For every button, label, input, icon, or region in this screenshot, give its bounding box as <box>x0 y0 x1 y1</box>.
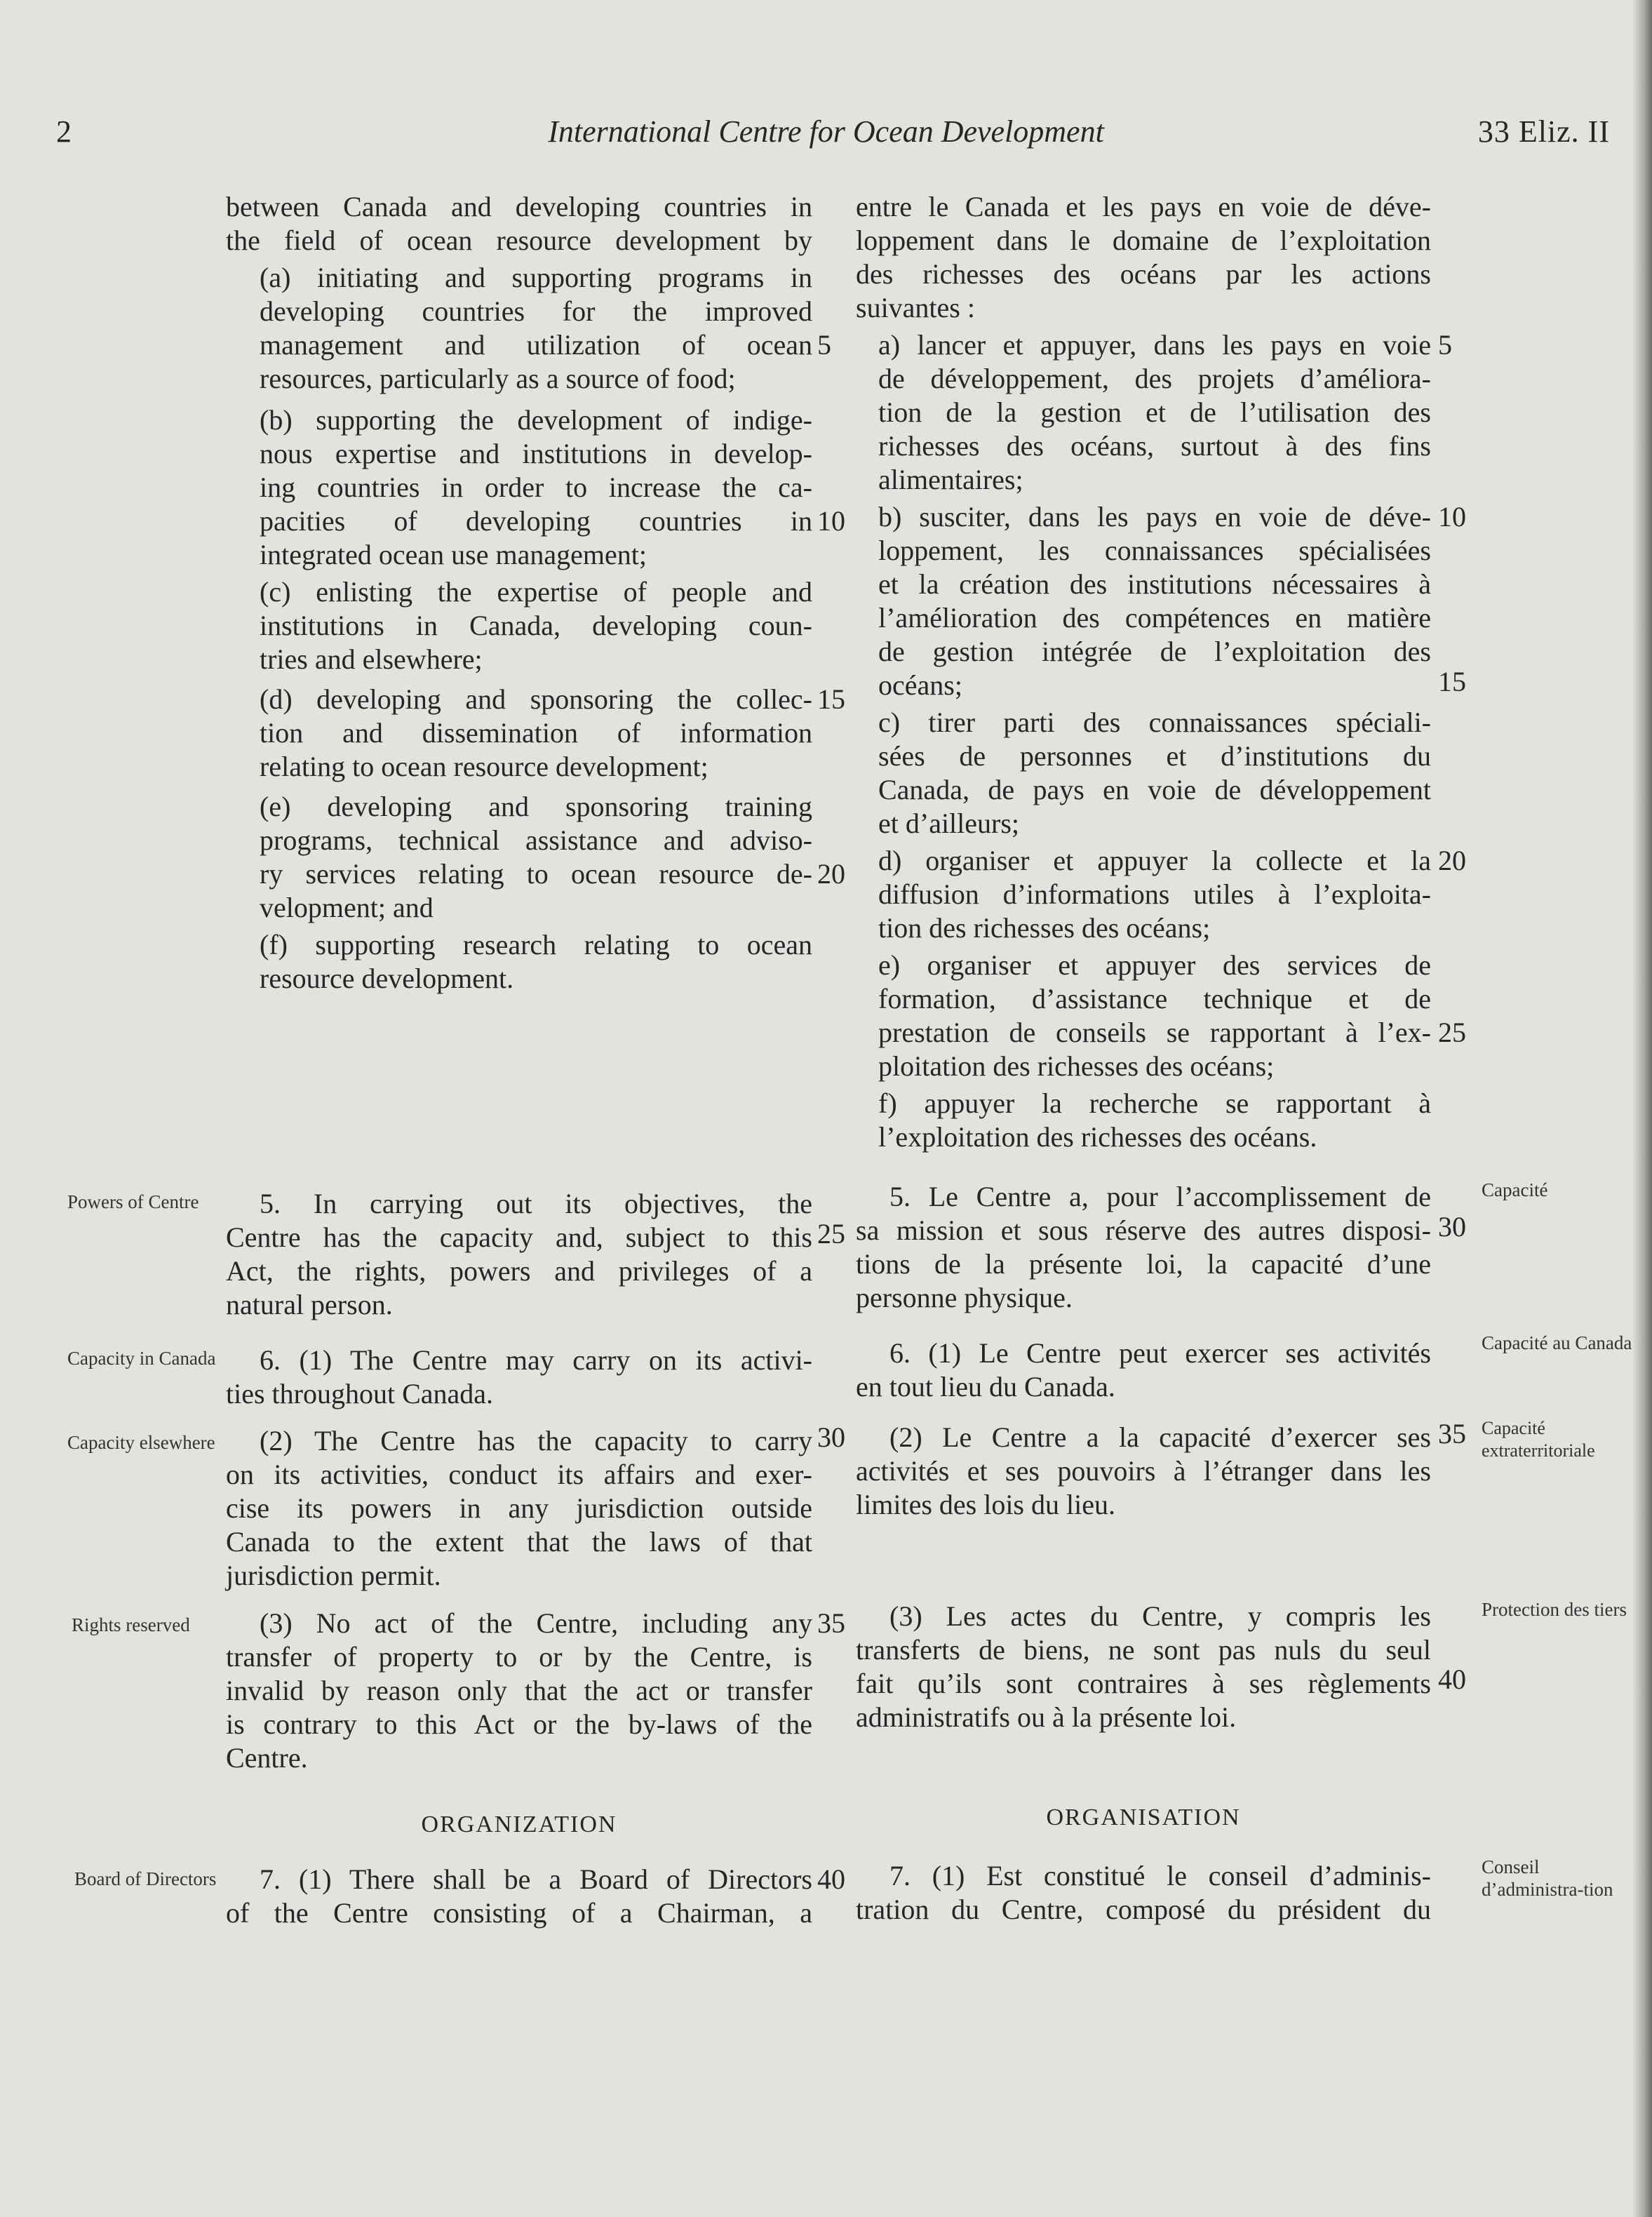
en-text-line: pacities of developing countries in <box>260 505 812 537</box>
fr-sec6-3-line: administratifs ou à la présente loi. <box>856 1701 1237 1733</box>
page-edge-shadow <box>1632 0 1652 2217</box>
en-line-number: 25 <box>817 1218 845 1250</box>
en-sec5-line: natural person. <box>226 1289 393 1320</box>
en-sec5-line: 5. In carrying out its objectives, the <box>260 1188 812 1219</box>
en-text-line: ing countries in order to increase the ca- <box>260 471 812 503</box>
en-sec6-2-line: Canada to the extent that the laws of that <box>226 1526 812 1558</box>
fr-text-line: suivantes : <box>856 292 975 323</box>
en-sec6-3-line: Centre. <box>226 1742 308 1774</box>
en-sec6-2-line: cise its powers in any jurisdiction outside <box>226 1492 812 1524</box>
fr-text-line: formation, d’assistance technique et de <box>878 983 1431 1014</box>
en-text-line: (d) developing and sponsoring the collec- <box>260 683 812 715</box>
en-text-line: between Canada and developing countries in <box>226 191 812 222</box>
fr-text-line: de gestion intégrée de l’exploitation des <box>878 636 1431 667</box>
en-text-line: tion and dissemination of information <box>260 717 812 749</box>
fr-sec5-line: sa mission et sous réserve des autres disposi- <box>856 1214 1431 1246</box>
fr-text-line: loppement dans le domaine de l’exploitation <box>856 225 1431 256</box>
en-sec6-3-line: is contrary to this Act or the by-laws of the <box>226 1708 812 1740</box>
fr-text-line: richesses des océans, surtout à des fins <box>878 430 1431 462</box>
en-text-line: management and utilization of ocean <box>260 329 812 361</box>
en-line-number: 5 <box>817 329 831 361</box>
margin-note-rights-reserved: Rights reserved <box>72 1614 190 1635</box>
fr-text-line: sées de personnes et d’institutions du <box>878 740 1431 772</box>
fr-text-line: tion des richesses des océans; <box>878 912 1211 944</box>
fr-sec5-line: 5. Le Centre a, pour l’accomplissement de <box>889 1181 1431 1212</box>
fr-text-line: des richesses des océans par les actions <box>856 258 1431 290</box>
fr-sec6-1-line: 6. (1) Le Centre peut exercer ses activités <box>889 1337 1431 1369</box>
en-text-line: relating to ocean resource development; <box>260 751 709 782</box>
en-sec5-line: Act, the rights, powers and privileges of a <box>226 1255 812 1287</box>
en-text-line: (e) developing and sponsoring training <box>260 791 812 822</box>
fr-line-number: 5 <box>1438 329 1452 361</box>
fr-sec6-2-line: (2) Le Centre a la capacité d’exercer ses <box>889 1421 1431 1453</box>
fr-text-line: prestation de conseils se rapportant à l’ex- <box>878 1017 1431 1048</box>
regnal-year: 33 Eliz. II <box>1477 114 1610 149</box>
margin-note-conseil: Conseil d’administra-tion <box>1482 1856 1613 1900</box>
en-text-line: developing countries for the improved <box>260 295 812 327</box>
fr-sec7-line: 7. (1) Est constitué le conseil d’adminis- <box>889 1860 1431 1891</box>
fr-sec6-3-line: (3) Les actes du Centre, y compris les <box>889 1600 1431 1632</box>
en-sec6-1-line: 6. (1) The Centre may carry on its activi- <box>260 1344 812 1376</box>
en-text-line: velopment; and <box>260 892 434 923</box>
fr-line-number: 40 <box>1438 1663 1466 1695</box>
fr-text-line: alimentaires; <box>878 464 1023 495</box>
fr-text-line: entre le Canada et les pays en voie de déve- <box>856 191 1431 222</box>
en-text-line: (f) supporting research relating to ocean <box>260 929 812 960</box>
fr-sec6-1-line: en tout lieu du Canada. <box>856 1371 1115 1402</box>
en-sec5-line: Centre has the capacity and, subject to this <box>226 1221 812 1253</box>
fr-text-line: océans; <box>878 669 962 701</box>
fr-sec5-line: personne physique. <box>856 1282 1073 1313</box>
en-text-line: (c) enlisting the expertise of people and <box>260 576 812 608</box>
fr-line-number: 35 <box>1438 1418 1466 1449</box>
fr-text-line: b) susciter, dans les pays en voie de déve- <box>878 501 1431 533</box>
fr-text-line: loppement, les connaissances spécialisées <box>878 535 1431 566</box>
fr-text-line: ploitation des richesses des océans; <box>878 1050 1275 1082</box>
fr-text-line: tion de la gestion et de l’utilisation des <box>878 396 1431 428</box>
en-sec6-3-line: invalid by reason only that the act or transfer <box>226 1675 812 1706</box>
margin-note-protection-tiers: Protection des tiers <box>1482 1599 1627 1620</box>
en-section-heading: ORGANIZATION <box>421 1811 617 1837</box>
en-line-number: 30 <box>817 1421 845 1453</box>
en-text-line: resource development. <box>260 963 514 994</box>
en-text-line: (b) supporting the development of indige- <box>260 404 812 436</box>
fr-text-line: e) organiser et appuyer des services de <box>878 949 1431 981</box>
fr-text-line: l’exploitation des richesses des océans. <box>878 1121 1317 1153</box>
margin-note-powers: Powers of Centre <box>67 1191 199 1212</box>
margin-note-capacity-canada: Capacity in Canada <box>67 1348 216 1369</box>
en-sec6-2-line: jurisdiction permit. <box>226 1560 441 1591</box>
en-sec6-2-line: (2) The Centre has the capacity to carry <box>260 1425 812 1456</box>
en-sec7-line: 7. (1) There shall be a Board of Directors <box>260 1863 812 1895</box>
en-text-line: ry services relating to ocean resource de- <box>260 858 812 890</box>
en-text-line: tries and elsewhere; <box>260 643 483 675</box>
fr-text-line: c) tirer parti des connaissances spéciali- <box>878 706 1431 738</box>
fr-text-line: l’amélioration des compétences en matière <box>878 602 1431 634</box>
margin-note-capacite-canada: Capacité au Canada <box>1482 1332 1632 1353</box>
margin-note-capacite-extraterritoriale: Capacité extraterritoriale <box>1482 1418 1595 1461</box>
fr-line-number: 25 <box>1438 1017 1466 1048</box>
fr-text-line: diffusion d’informations utiles à l’exploita- <box>878 878 1431 910</box>
en-sec6-2-line: on its activities, conduct its affairs and exer- <box>226 1459 812 1490</box>
fr-sec5-line: tions de la présente loi, la capacité d’une <box>856 1248 1431 1280</box>
margin-note-board-directors: Board of Directors <box>74 1868 217 1889</box>
fr-text-line: a) lancer et appuyer, dans les pays en voie <box>878 329 1431 361</box>
fr-text-line: f) appuyer la recherche se rapportant à <box>878 1087 1431 1119</box>
fr-sec6-3-line: fait qu’ils sont contraires à ses règlements <box>856 1668 1431 1699</box>
fr-text-line: et d’ailleurs; <box>878 808 1020 839</box>
fr-line-number: 30 <box>1438 1211 1466 1243</box>
en-line-number: 20 <box>817 858 845 890</box>
fr-sec6-2-line: activités et ses pouvoirs à l’étranger dans les <box>856 1455 1431 1487</box>
fr-sec7-line: tration du Centre, composé du président du <box>856 1894 1431 1925</box>
en-sec6-3-line: transfer of property to or by the Centre, is <box>226 1641 812 1673</box>
en-line-number: 15 <box>817 683 845 715</box>
fr-sec6-2-line: limites des lois du lieu. <box>856 1489 1115 1520</box>
fr-line-number: 20 <box>1438 845 1466 876</box>
en-line-number: 40 <box>817 1863 845 1895</box>
en-text-line: the field of ocean resource development by <box>226 225 812 256</box>
fr-line-number: 10 <box>1438 501 1466 533</box>
en-text-line: resources, particularly as a source of food; <box>260 363 736 394</box>
en-text-line: integrated ocean use management; <box>260 539 647 570</box>
en-text-line: nous expertise and institutions in develop- <box>260 438 812 469</box>
margin-note-capacite: Capacité <box>1482 1179 1548 1200</box>
fr-sec6-3-line: transferts de biens, ne sont pas nuls du seul <box>856 1634 1431 1666</box>
fr-section-heading: ORGANISATION <box>1046 1804 1241 1830</box>
fr-text-line: et la création des institutions nécessaires à <box>878 568 1431 600</box>
running-title: International Centre for Ocean Development <box>548 114 1104 149</box>
fr-text-line: Canada, de pays en voie de développement <box>878 774 1431 805</box>
en-text-line: institutions in Canada, developing coun- <box>260 610 812 641</box>
fr-text-line: d) organiser et appuyer la collecte et la <box>878 845 1431 876</box>
en-line-number: 10 <box>817 505 845 537</box>
en-sec6-1-line: ties throughout Canada. <box>226 1378 494 1409</box>
en-text-line: (a) initiating and supporting programs in <box>260 262 812 293</box>
en-line-number: 35 <box>817 1607 845 1639</box>
en-sec6-3-line: (3) No act of the Centre, including any <box>260 1607 812 1639</box>
page-number: 2 <box>56 114 72 149</box>
fr-text-line: de développement, des projets d’améliora- <box>878 363 1431 394</box>
fr-line-number: 15 <box>1438 666 1466 697</box>
margin-note-capacity-elsewhere: Capacity elsewhere <box>67 1432 215 1453</box>
en-sec7-line: of the Centre consisting of a Chairman, a <box>226 1897 812 1929</box>
en-text-line: programs, technical assistance and adviso- <box>260 824 812 856</box>
